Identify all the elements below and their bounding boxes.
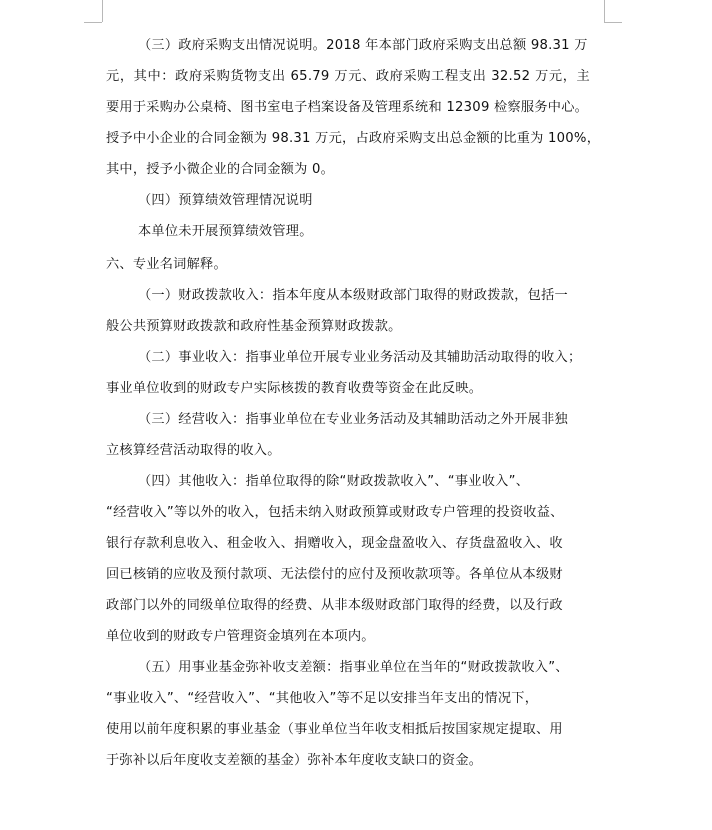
- text-line: 事业单位收到的财政专户实际核拨的教育收费等资金在此反映。: [106, 381, 483, 396]
- crop-mark-left-vertical: [102, 0, 103, 22]
- text-line: 单位收到的财政专户管理资金填列在本项内。: [106, 629, 375, 644]
- text-line: 元，其中：政府采购货物支出 65.79 万元、政府采购工程支出 32.52 万元，主: [106, 69, 590, 84]
- crop-mark-left-horizontal: [84, 22, 102, 23]
- text-line: 授予中小企业的合同金额为 98.31 万元，占政府采购支出总金额的比重为 100%，: [106, 131, 601, 146]
- crop-mark-right-horizontal: [604, 22, 622, 23]
- text-line: （四）其他收入：指单位取得的除“财政拨款收入”、“事业收入”、: [138, 474, 530, 489]
- text-line: （三）经营收入：指事业单位在专业业务活动及其辅助活动之外开展非独: [138, 412, 568, 427]
- text-line: （五）用事业基金弥补收支差额：指事业单位在当年的“财政拨款收入”、: [138, 660, 569, 675]
- section-heading: （四）预算绩效管理情况说明: [138, 193, 313, 208]
- text-line: 要用于采购办公桌椅、图书室电子档案设备及管理系统和 12309 检察服务中心。: [106, 100, 589, 115]
- text-line: 回已核销的应收及预付款项、无法偿付的应付及预收款项等。各单位从本级财: [106, 567, 563, 582]
- text-line: （一）财政拨款收入：指本年度从本级财政部门取得的财政拨款，包括一: [138, 288, 568, 303]
- crop-mark-right-vertical: [604, 0, 605, 22]
- text-line: 银行存款利息收入、租金收入、捐赠收入，现金盘盈收入、存货盘盈收入、收: [106, 536, 563, 551]
- text-line: “事业收入”、“经营收入”、“其他收入”等不足以安排当年支出的情况下，: [106, 691, 539, 706]
- section-heading: 六、专业名词解释。: [106, 257, 227, 272]
- text-line: 政部门以外的同级单位取得的经费、从非本级财政部门取得的经费，以及行政: [106, 598, 563, 613]
- text-line: 立核算经营活动取得的收入。: [106, 443, 281, 458]
- text-line: （二）事业收入：指事业单位开展专业业务活动及其辅助活动取得的收入；: [138, 350, 582, 365]
- text-line: 于弥补以后年度收支差额的基金）弥补本年度收支缺口的资金。: [106, 753, 483, 768]
- text-line: 其中，授予小微企业的合同金额为 0。: [106, 162, 335, 177]
- text-line: “经营收入”等以外的收入，包括未纳入财政预算或财政专户管理的投资收益、: [106, 505, 564, 520]
- text-line: 使用以前年度积累的事业基金（事业单位当年收支相抵后按国家规定提取、用: [106, 722, 563, 737]
- text-line: 般公共预算财政拨款和政府性基金预算财政拨款。: [106, 319, 402, 334]
- text-line: 本单位未开展预算绩效管理。: [138, 224, 313, 239]
- text-line: （三）政府采购支出情况说明。2018 年本部门政府采购支出总额 98.31 万: [138, 38, 588, 53]
